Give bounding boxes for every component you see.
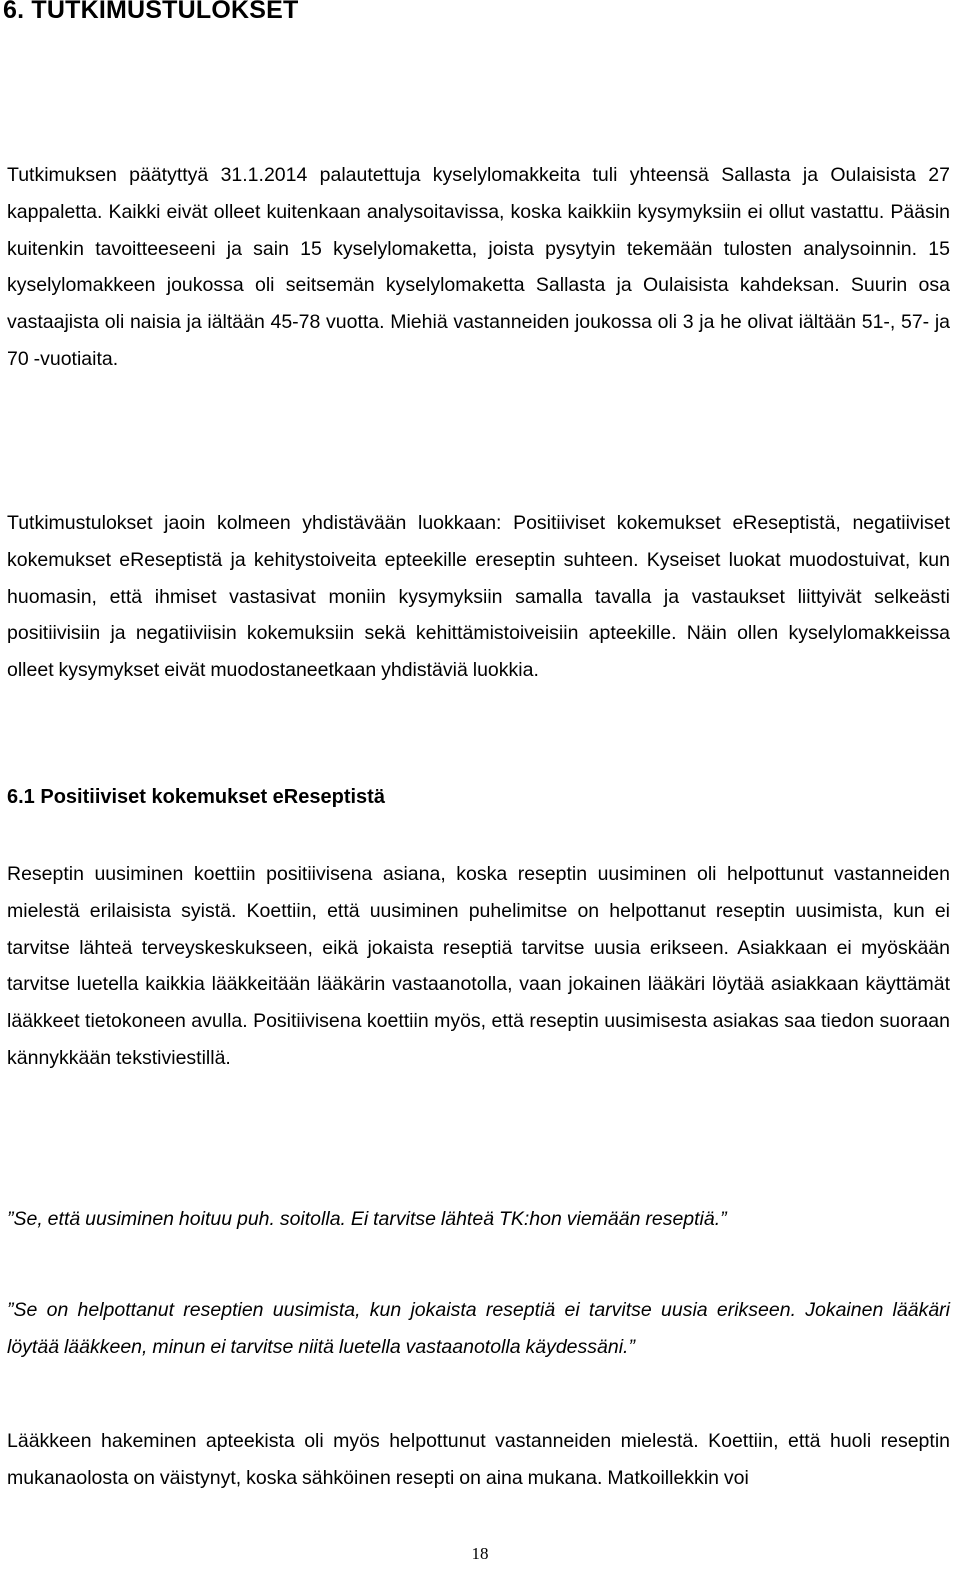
body-paragraph-renewal: Reseptin uusiminen koettiin positiivisena asiana, koska reseptin uusiminen oli helpottunut vastanneiden mielestä erilaisista syistä. Koettiin, että uusiminen puhelimitse on helpottanut reseptin uusimista, kun ei tarvitse lähteä terveyskeskukseen, eikä jokaista reseptiä tarvitse uusia erikseen. Asiakkaan ei myöskään tarvitse luetella kaikkia lääkkeitään lääkärin vastaanotolla, vaan jokainen lääkäri löytää asiakkaan käyttämät lääkkeet tietokoneen avulla. Positiivisena koettiin myös, että reseptin uusimisesta asiakas saa tiedon suoraan kännykkään tekstiviestillä. — [7, 863, 950, 1069]
body-paragraph-intro: Tutkimuksen päätyttyä 31.1.2014 palautettuja kyselylomakkeita tuli yhteensä Sallasta ja Oulaisista 27 kappaletta. Kaikki eivät olleet kuitenkaan analysoitavissa, koska kaikkiin kysymyksiin ei ollut vastattu. Pääsin kuitenkin tavoitteeseeni ja sain 15 kyselylomaketta, joista pysytyin tekemään tulosten analysoinnin. 15 kyselylomakkeen joukossa oli seitsemän kyselylomaketta Sallasta ja Oulaisista kahdeksan. Suurin osa vastaajista oli naisia ja iältään 45-78 vuotta. Miehiä vastanneiden joukossa oli 3 ja he olivat iältään 51-, 57- ja 70 -vuotiaita. — [7, 164, 950, 370]
respondent-quote-1: ”Se, että uusiminen hoituu puh. soitolla. Ei tarvitse lähteä TK:hon viemään reseptiä.” — [7, 1208, 727, 1230]
body-paragraph-pharmacy: Lääkkeen hakeminen apteekista oli myös helpottunut vastanneiden mielestä. Koettiin, että huoli reseptin mukanaolosta on väistynyt, koska sähköinen resepti on aina mukana. Matkoillekkin voi — [7, 1430, 950, 1489]
section-heading: 6.1 Positiiviset kokemukset eReseptistä — [7, 786, 385, 808]
chapter-heading: 6. TUTKIMUSTULOKSET — [3, 0, 299, 24]
page-number: 18 — [471, 1544, 489, 1563]
body-paragraph-categories: Tutkimustulokset jaoin kolmeen yhdistävään luokkaan: Positiiviset kokemukset eReseptistä, negatiiviset kokemukset eReseptistä ja kehitystoiveita epteekille ereseptin suhteen. Kyseiset luokat muodostuivat, kun huomasin, että ihmiset vastasivat moniin kysymyksiin samalla tavalla ja vastaukset liittyivät selkeästi positiivisiin ja negatiiviisin kokemuksiin sekä kehittämistoiveisiin apteekille. Näin ollen kyselylomakkeissa olleet kysymykset eivät muodostaneetkaan yhdistäviä luokkia. — [7, 512, 950, 682]
respondent-quote-2: ”Se on helpottanut reseptien uusimista, kun jokaista reseptiä ei tarvitse uusia erikseen. Jokainen lääkäri löytää lääkkeen, minun ei tarvitse niitä luetella vastaanotolla käydessäni.” — [7, 1299, 950, 1358]
